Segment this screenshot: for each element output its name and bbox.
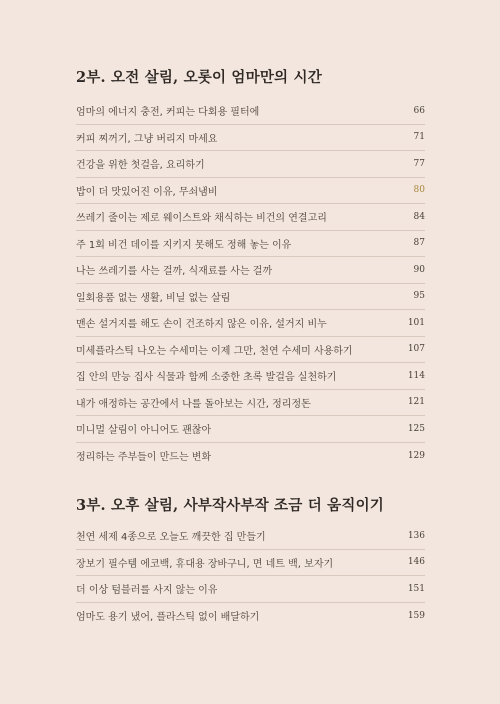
toc-entry-page-number: 84 bbox=[413, 211, 425, 222]
toc-entry-title: 더 이상 텀블러를 사지 않는 이유 bbox=[76, 585, 218, 597]
toc-entry[interactable] bbox=[76, 390, 425, 417]
toc-entry-title: 밥이 더 맛있어진 이유, 무쇠냄비 bbox=[76, 186, 218, 198]
toc-entry-page-number: 129 bbox=[407, 450, 425, 461]
toc-entry-title: 내가 애정하는 공간에서 나를 돌아보는 시간, 정리정돈 bbox=[76, 398, 311, 410]
toc-entry-page-number: 77 bbox=[413, 158, 425, 169]
toc-entry[interactable] bbox=[76, 284, 425, 311]
toc-entry-page-number: 151 bbox=[407, 583, 425, 594]
toc-entry-page-number: 121 bbox=[407, 397, 425, 408]
toc-entry-title: 나는 쓰레기를 사는 걸까, 식재료를 사는 걸까 bbox=[76, 266, 273, 278]
toc-entry-title: 정리하는 주부들이 만드는 변화 bbox=[76, 452, 212, 464]
toc-entry-title: 미세플라스틱 나오는 수세미는 이제 그만, 천연 수세미 사용하기 bbox=[76, 345, 353, 357]
toc-entry-page-number: 114 bbox=[407, 370, 425, 381]
toc-entry[interactable] bbox=[76, 125, 425, 152]
part-3-section bbox=[76, 496, 425, 629]
toc-entry-page-number: 87 bbox=[413, 238, 425, 249]
toc-entry-page-number: 90 bbox=[413, 264, 425, 275]
toc-entry[interactable] bbox=[76, 337, 425, 364]
part-2-title: 2부. 오전 살림, 오롯이 엄마만의 시간 bbox=[76, 69, 322, 86]
toc-entry-title: 일회용품 없는 생활, 비닐 없는 살림 bbox=[76, 292, 231, 304]
part-2-section bbox=[76, 68, 425, 469]
toc-entry-title: 집 안의 만능 집사 식물과 함께 소중한 초록 발걸음 실천하기 bbox=[76, 372, 337, 384]
toc-entry[interactable] bbox=[76, 443, 425, 470]
toc-entry[interactable] bbox=[76, 603, 425, 630]
toc-entry-title: 주 1회 비건 데이를 지키지 못해도 정해 놓는 이유 bbox=[76, 239, 292, 251]
toc-entry[interactable] bbox=[76, 576, 425, 603]
toc-entry-page-number: 146 bbox=[407, 557, 425, 568]
toc-entry[interactable] bbox=[76, 550, 425, 577]
toc-entry[interactable] bbox=[76, 231, 425, 258]
part-2-entry-list bbox=[76, 98, 425, 469]
toc-entry-title: 건강을 위한 첫걸음, 요리하기 bbox=[76, 160, 205, 172]
toc-entry-page-number: 125 bbox=[407, 423, 425, 434]
toc-entry[interactable] bbox=[76, 523, 425, 550]
toc-entry-page-number: 71 bbox=[413, 132, 425, 143]
toc-entry-page-number: 159 bbox=[407, 610, 425, 621]
toc-entry-page-number: 101 bbox=[407, 317, 425, 328]
toc-entry-title: 맨손 설거지를 해도 손이 건조하지 않은 이유, 설거지 비누 bbox=[76, 319, 327, 331]
toc-entry-title: 천연 세제 4종으로 오늘도 깨끗한 집 만들기 bbox=[76, 532, 266, 544]
toc-entry-page-number: 80 bbox=[413, 185, 425, 196]
toc-entry[interactable] bbox=[76, 310, 425, 337]
toc-entry[interactable] bbox=[76, 257, 425, 284]
toc-entry-title: 엄마도 용기 냈어, 플라스틱 없이 배달하기 bbox=[76, 612, 260, 624]
toc-entry-title: 쓰레기 줄이는 제로 웨이스트와 채식하는 비건의 연결고리 bbox=[76, 213, 327, 225]
toc-entry-title: 커피 찌꺼기, 그냥 버리지 마세요 bbox=[76, 133, 218, 145]
toc-entry[interactable] bbox=[76, 98, 425, 125]
toc-entry-page-number: 66 bbox=[413, 105, 425, 116]
part-3-entry-list bbox=[76, 523, 425, 629]
toc-entry[interactable] bbox=[76, 151, 425, 178]
toc-entry-page-number: 136 bbox=[407, 530, 425, 541]
toc-entry-title: 장보기 필수템 에코백, 휴대용 장바구니, 면 네트 백, 보자기 bbox=[76, 558, 334, 570]
toc-entry-page-number: 95 bbox=[413, 291, 425, 302]
toc-entry[interactable] bbox=[76, 416, 425, 443]
toc-entry-page-number: 107 bbox=[407, 344, 425, 355]
toc-entry[interactable] bbox=[76, 178, 425, 205]
part-3-title: 3부. 오후 살림, 사부작사부작 조금 더 움직이기 bbox=[76, 497, 384, 514]
toc-entry-title: 미니멀 살림이 아니어도 괜찮아 bbox=[76, 425, 212, 437]
toc-entry[interactable] bbox=[76, 363, 425, 390]
toc-entry-title: 엄마의 에너지 충전, 커피는 다회용 필터에 bbox=[76, 107, 260, 119]
toc-entry[interactable] bbox=[76, 204, 425, 231]
